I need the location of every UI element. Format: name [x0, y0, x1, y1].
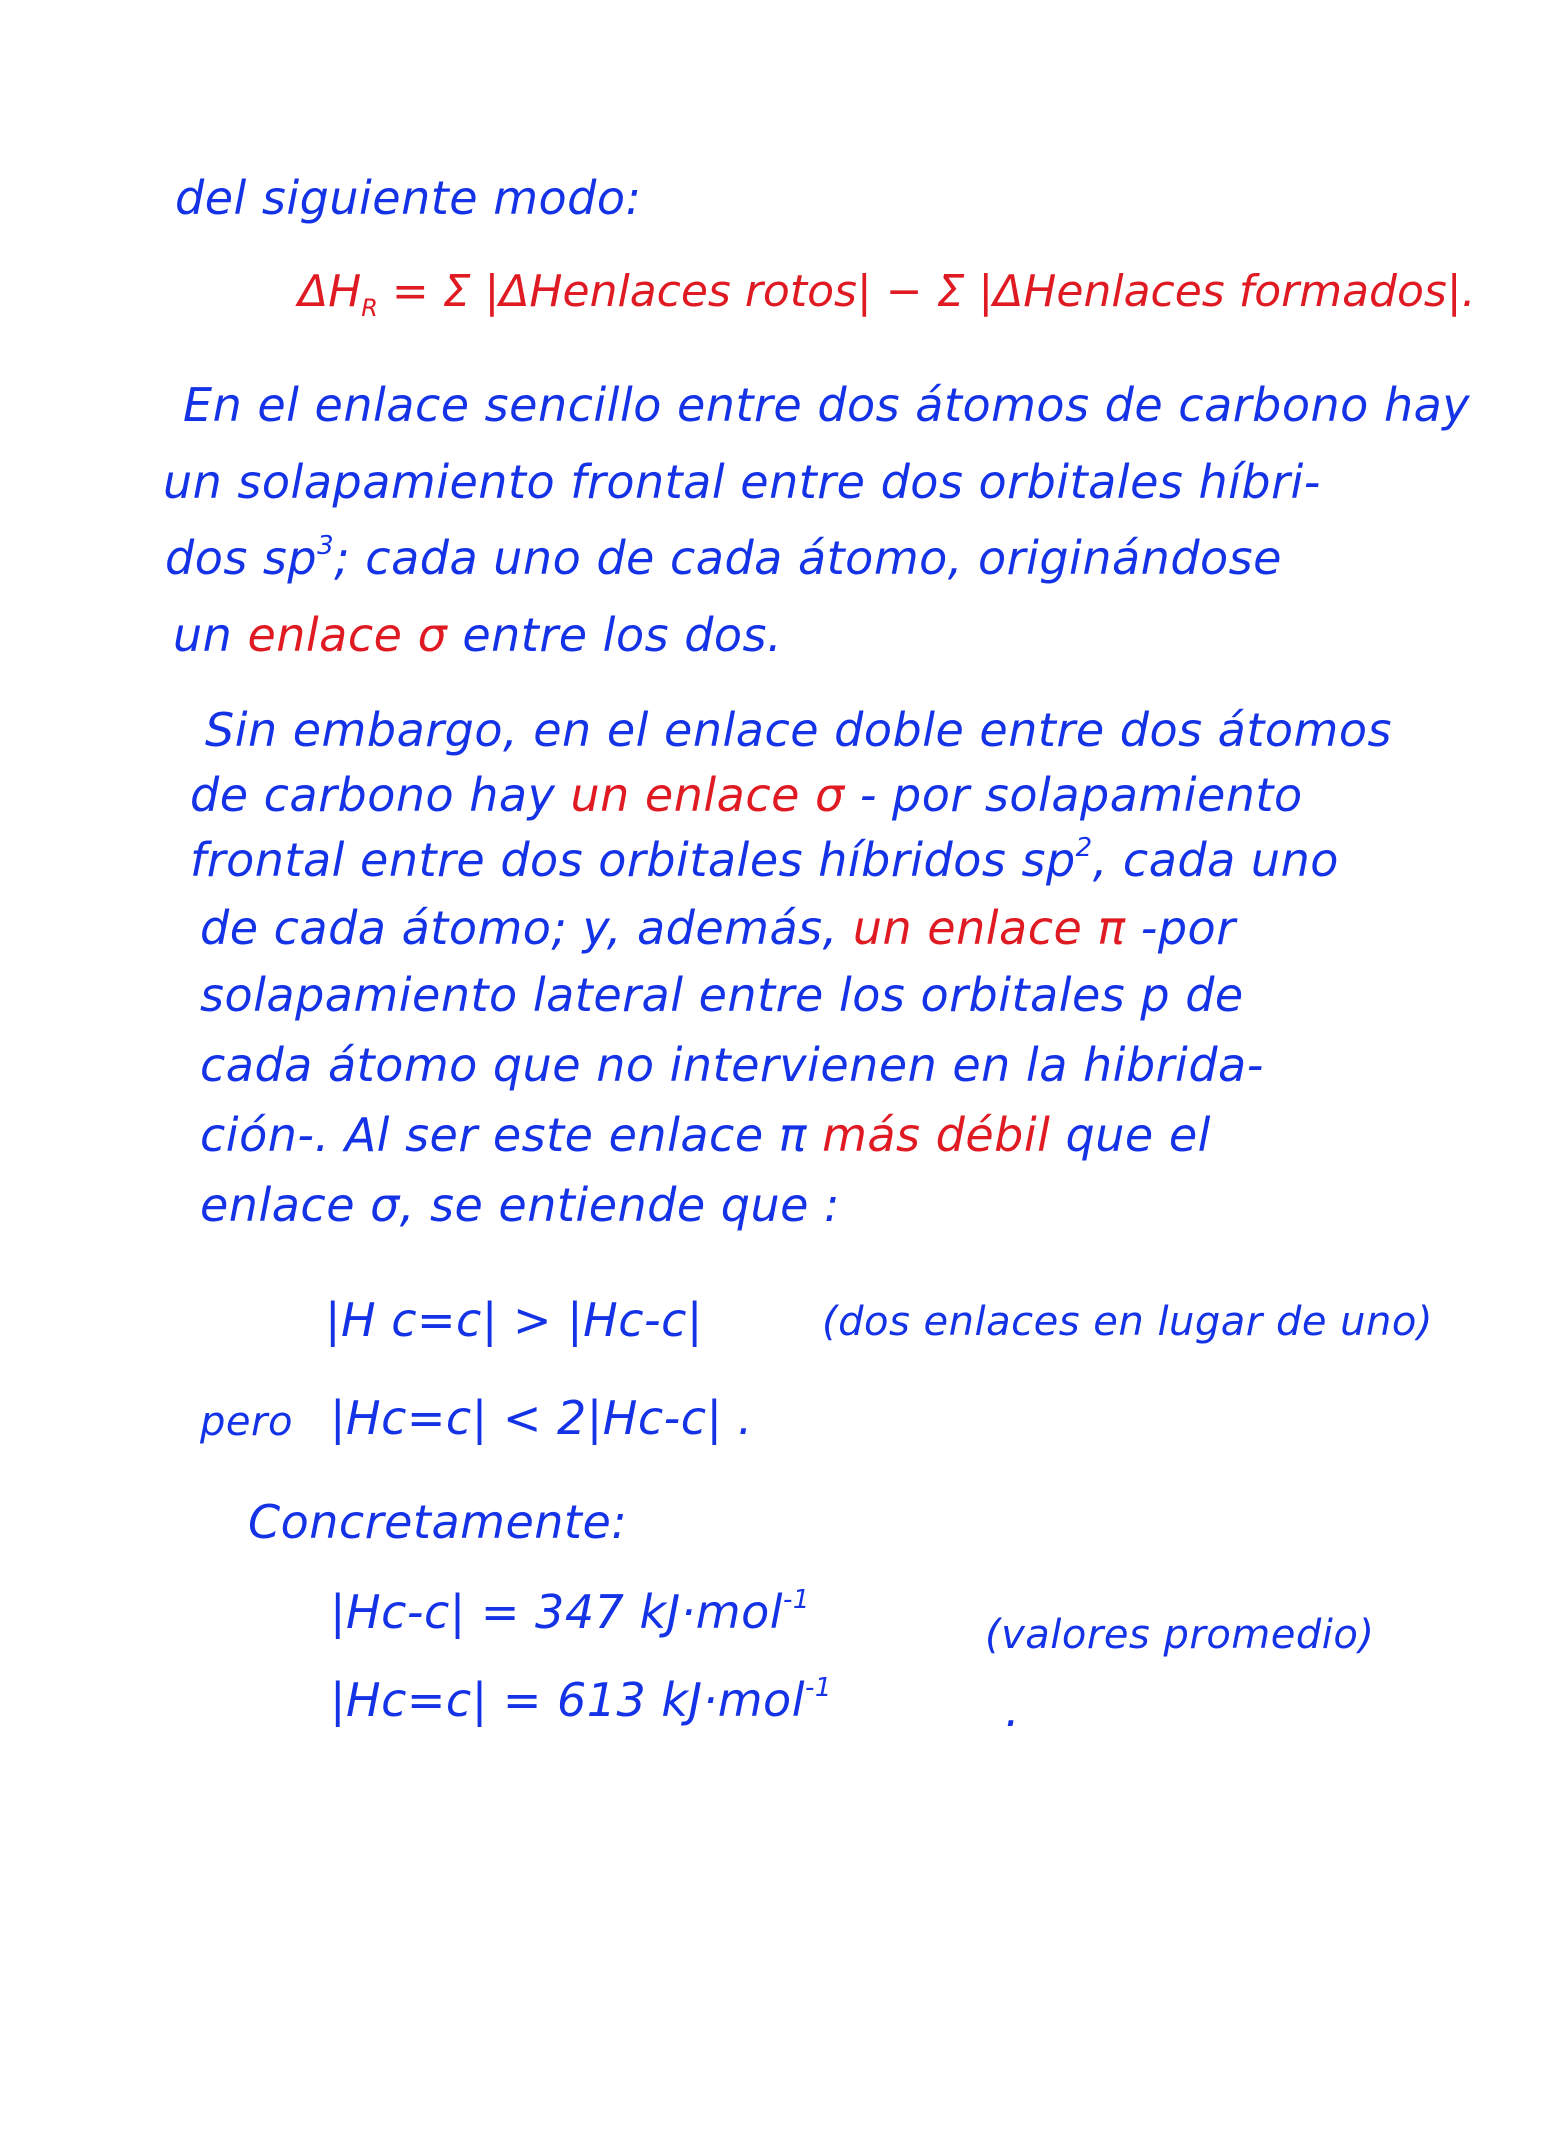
sigma-bond-highlight-2: un enlace σ	[570, 768, 845, 822]
formula-rhs: = Σ |ΔHenlaces rotos| − Σ |ΔHenlaces formados|.	[377, 266, 1476, 317]
intro-line: del siguiente modo:	[175, 171, 642, 225]
inequality-2: |Hc=c| < 2|Hc-c| .	[330, 1391, 753, 1445]
p2-line-8: enlace σ, se entiende que :	[200, 1178, 841, 1232]
value-double-bond: |Hc=c| = 613 kJ·mol$^{-1}$	[330, 1673, 832, 1727]
p2-line-7: ción-. Al ser este enlace π más débil que el	[200, 1108, 1211, 1162]
values-note-dot: .	[1005, 1683, 1021, 1737]
weaker-highlight: más débil	[822, 1108, 1051, 1162]
p2-line-1: Sin embargo, en el enlace doble entre dos átomos	[205, 703, 1392, 757]
value-single-bond: |Hc-c| = 347 kJ·mol$^{-1}$	[330, 1585, 810, 1639]
inequality-1-note: (dos enlaces en lugar de uno)	[822, 1299, 1433, 1345]
concrete-heading: Concretamente:	[248, 1495, 628, 1549]
p1-line-3: dos $sp^3$; cada uno de cada átomo, originándose	[165, 531, 1282, 585]
p2-line-2: de carbono hay un enlace σ - por solapamiento	[190, 768, 1303, 822]
p2-line-3: frontal entre dos orbitales híbridos $sp^2$, cada uno	[190, 833, 1339, 887]
p2-line-5: solapamiento lateral entre los orbitales p de	[200, 968, 1244, 1022]
inequality-1	[325, 1290, 703, 1350]
sigma-bond-highlight: enlace σ	[247, 608, 448, 662]
inequality-2-prefix: pero	[200, 1399, 293, 1445]
values-note: (valores promedio)	[985, 1612, 1375, 1658]
enthalpy-formula	[298, 262, 1476, 322]
p2-line-6: cada átomo que no intervienen en la hibrida-	[200, 1038, 1264, 1092]
p1-line-2: un solapamiento frontal entre dos orbitales híbri-	[163, 455, 1321, 509]
pi-bond-highlight: un enlace π	[852, 901, 1126, 955]
p2-line-4: de cada átomo; y, además, un enlace π -por	[200, 901, 1236, 955]
p1-line-4: un enlace σ entre los dos.	[173, 608, 783, 662]
p1-line-1: En el enlace sencillo entre dos átomos de carbono hay	[183, 378, 1471, 432]
formula-lhs-sub: R	[361, 294, 378, 322]
inequality-1-expr: |H c=c| > |Hc-c|	[325, 1293, 703, 1347]
formula-lhs: ΔH	[298, 266, 362, 317]
